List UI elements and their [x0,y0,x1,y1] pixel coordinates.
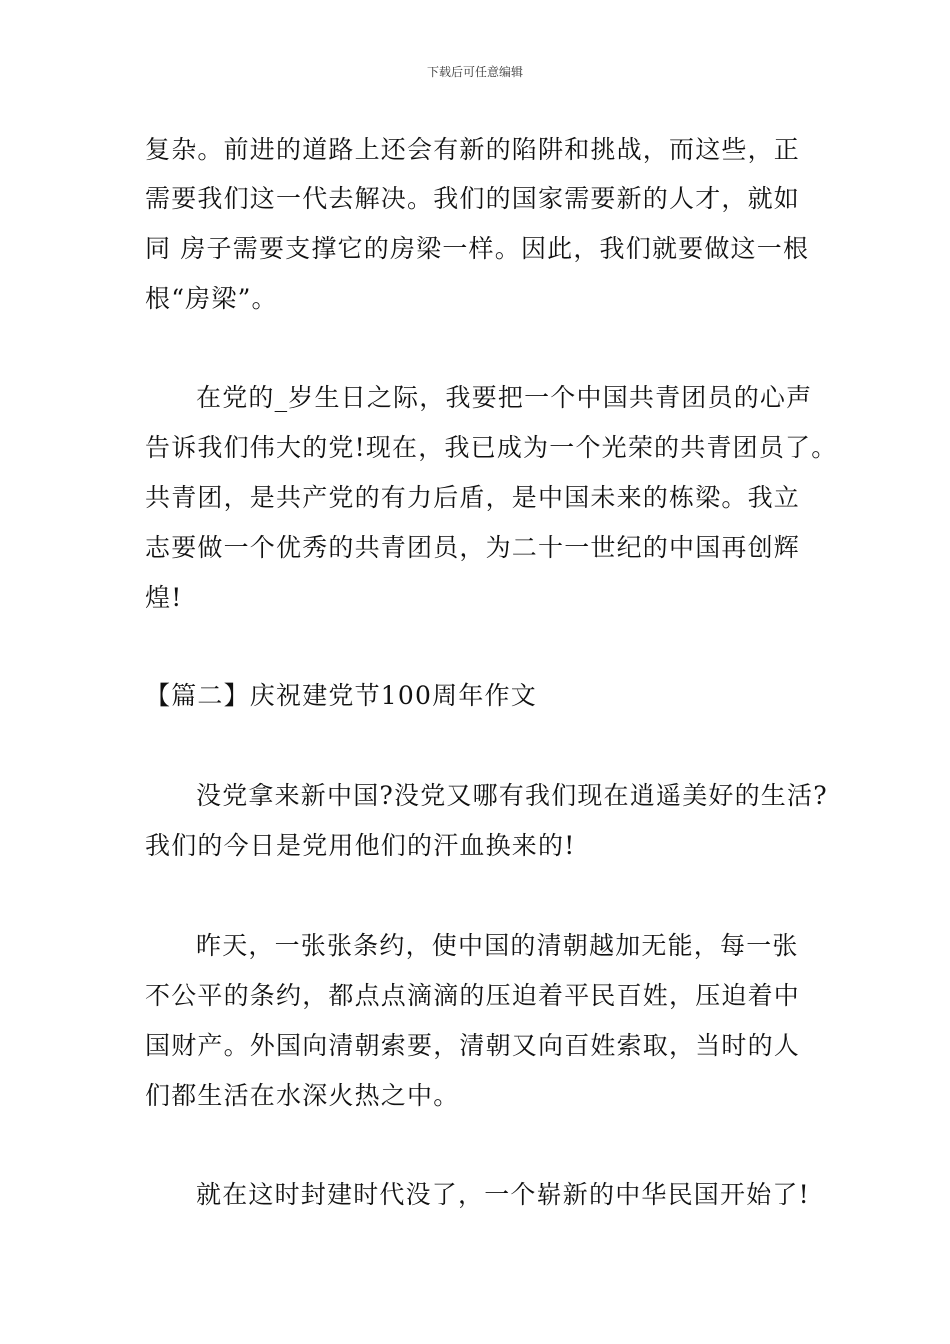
page-header: 下载后可任意编辑 [426,65,523,79]
text-line: 需要我们这一代去解决。我们的国家需要新的人才，就如 [145,184,801,213]
text-line: 国财产。外国向清朝索要，清朝又向百姓索取，当时的人 [145,1031,801,1060]
text-line: 根“房梁”。 [145,284,278,313]
text-line: 就在这时封建时代没了，一个崭新的中华民国开始了! [196,1180,810,1209]
text-line: 没党拿来新中国?没党又哪有我们现在逍遥美好的生活? [196,781,828,810]
section-heading: 【篇二】庆祝建党节100周年作文 [145,681,537,710]
text-line: 昨天，一张张条约，使中国的清朝越加无能，每一张 [196,931,799,960]
text-line: 不公平的条约，都点点滴滴的压迫着平民百姓，压迫着中 [145,981,801,1010]
text-line: 同 房子需要支撑它的房梁一样。因此，我们就要做这一根 [145,234,810,263]
text-line: 共青团，是共产党的有力后盾，是中国未来的栋梁。我立 [145,483,801,512]
text-line: 煌! [145,583,183,612]
text-line: 在党的_岁生日之际，我要把一个中国共青团员的心声 [196,383,813,412]
text-line: 们都生活在水深火热之中。 [145,1081,460,1110]
text-line: 我们的今日是党用他们的汗血换来的! [145,831,576,860]
text-line: 复杂。前进的道路上还会有新的陷阱和挑战，而这些，正 [145,135,801,164]
text-line: 志要做一个优秀的共青团员，为二十一世纪的中国再创辉 [145,533,801,562]
text-line: 告诉我们伟大的党!现在，我已成为一个光荣的共青团员了。 [145,433,838,462]
